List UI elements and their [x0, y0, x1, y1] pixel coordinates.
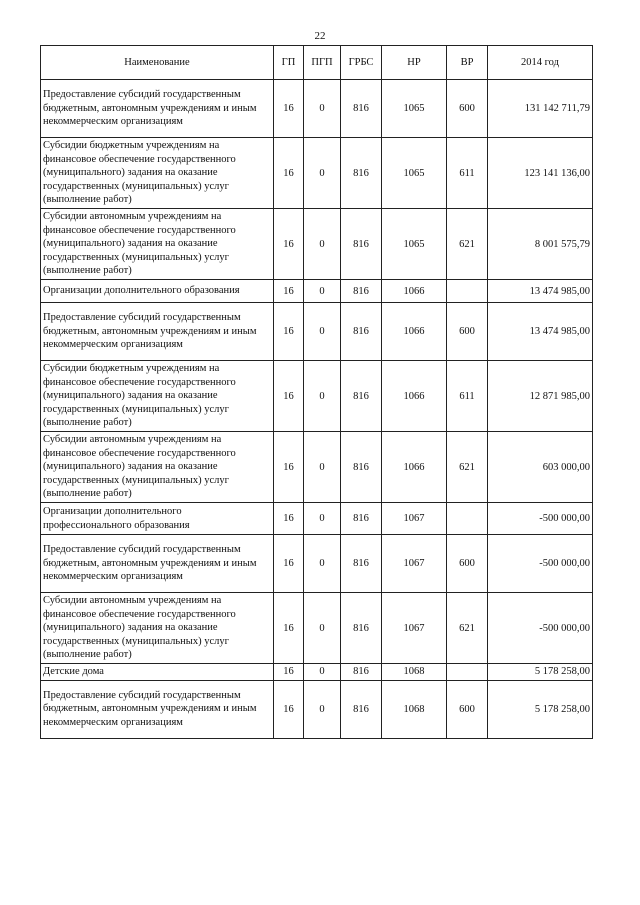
row-gp: 16: [274, 138, 304, 209]
table-row: [41, 664, 593, 681]
row-np: 1066: [382, 361, 447, 432]
row-gp: 16: [274, 80, 304, 138]
row-vr: 600: [447, 303, 488, 361]
row-vr: 600: [447, 80, 488, 138]
row-vr: [447, 503, 488, 535]
row-grbs: 816: [341, 664, 382, 681]
row-np: 1066: [382, 303, 447, 361]
row-grbs: 816: [341, 138, 382, 209]
row-np: 1068: [382, 664, 447, 681]
row-name: Предоставление субсидий государственным бюджетным, автономным учреждениям и иным некоммерческим организациям: [41, 680, 274, 738]
row-vr: 611: [447, 138, 488, 209]
table-row: [41, 209, 593, 280]
row-grbs: 816: [341, 535, 382, 593]
row-pgp: 0: [304, 664, 341, 681]
row-name: Предоставление субсидий государственным бюджетным, автономным учреждениям и иным некоммерческим организациям: [41, 535, 274, 593]
row-grbs: 816: [341, 280, 382, 303]
row-grbs: 816: [341, 593, 382, 664]
table-row: [41, 80, 593, 138]
row-grbs: 816: [341, 303, 382, 361]
row-pgp: 0: [304, 280, 341, 303]
row-amount: 12 871 985,00: [488, 361, 593, 432]
row-np: 1065: [382, 138, 447, 209]
row-vr: 611: [447, 361, 488, 432]
row-gp: 16: [274, 535, 304, 593]
row-vr: [447, 664, 488, 681]
row-amount: -500 000,00: [488, 535, 593, 593]
header-np: НР: [382, 46, 447, 80]
row-pgp: 0: [304, 593, 341, 664]
row-vr: 621: [447, 432, 488, 503]
row-gp: 16: [274, 593, 304, 664]
row-grbs: 816: [341, 680, 382, 738]
row-pgp: 0: [304, 680, 341, 738]
row-gp: 16: [274, 680, 304, 738]
row-np: 1066: [382, 280, 447, 303]
row-name: Субсидии бюджетным учреждениям на финансовое обеспечение государственного (муниципального) задания на оказание государственных (муниципальных) услуг (выполнение работ): [41, 361, 274, 432]
row-gp: 16: [274, 303, 304, 361]
row-grbs: 816: [341, 503, 382, 535]
row-name: Субсидии автономным учреждениям на финансовое обеспечение государственного (муниципального) задания на оказание государственных (муниципальных) услуг (выполнение работ): [41, 593, 274, 664]
row-amount: 5 178 258,00: [488, 664, 593, 681]
table-row: [41, 680, 593, 738]
row-pgp: 0: [304, 209, 341, 280]
table-header-row: [41, 46, 593, 80]
row-gp: 16: [274, 209, 304, 280]
row-pgp: 0: [304, 432, 341, 503]
row-pgp: 0: [304, 503, 341, 535]
row-pgp: 0: [304, 80, 341, 138]
row-np: 1067: [382, 593, 447, 664]
row-amount: 13 474 985,00: [488, 303, 593, 361]
page-number: 22: [314, 30, 326, 42]
row-name: Предоставление субсидий государственным бюджетным, автономным учреждениям и иным некоммерческим организациям: [41, 303, 274, 361]
row-np: 1067: [382, 503, 447, 535]
row-vr: [447, 280, 488, 303]
row-np: 1066: [382, 432, 447, 503]
row-amount: 123 141 136,00: [488, 138, 593, 209]
table-row: [41, 361, 593, 432]
header-amount: 2014 год: [488, 46, 593, 80]
header-gp: ГП: [274, 46, 304, 80]
row-name: Субсидии автономным учреждениям на финансовое обеспечение государственного (муниципального) задания на оказание государственных (муниципальных) услуг (выполнение работ): [41, 209, 274, 280]
row-gp: 16: [274, 503, 304, 535]
row-grbs: 816: [341, 432, 382, 503]
row-name: Субсидии бюджетным учреждениям на финансовое обеспечение государственного (муниципального) задания на оказание государственных (муниципальных) услуг (выполнение работ): [41, 138, 274, 209]
table-row: [41, 432, 593, 503]
table-row: [41, 138, 593, 209]
header-grbs: ГРБС: [341, 46, 382, 80]
row-amount: 603 000,00: [488, 432, 593, 503]
row-amount: 13 474 985,00: [488, 280, 593, 303]
budget-table: [40, 45, 593, 739]
row-name: Организации дополнительного образования: [41, 280, 274, 303]
table-row: [41, 535, 593, 593]
row-np: 1065: [382, 209, 447, 280]
row-amount: 8 001 575,79: [488, 209, 593, 280]
table-row: [41, 593, 593, 664]
row-amount: 131 142 711,79: [488, 80, 593, 138]
table-row: [41, 280, 593, 303]
row-pgp: 0: [304, 361, 341, 432]
row-name: Детские дома: [41, 664, 274, 681]
row-gp: 16: [274, 280, 304, 303]
row-vr: 600: [447, 680, 488, 738]
row-vr: 621: [447, 209, 488, 280]
header-name: Наименование: [41, 46, 274, 80]
row-grbs: 816: [341, 209, 382, 280]
row-gp: 16: [274, 432, 304, 503]
row-name: Предоставление субсидий государственным бюджетным, автономным учреждениям и иным некоммерческим организациям: [41, 80, 274, 138]
row-vr: 621: [447, 593, 488, 664]
row-pgp: 0: [304, 138, 341, 209]
table-row: [41, 303, 593, 361]
row-name: Организации дополнительного профессионального образования: [41, 503, 274, 535]
row-gp: 16: [274, 664, 304, 681]
row-np: 1068: [382, 680, 447, 738]
row-np: 1067: [382, 535, 447, 593]
row-pgp: 0: [304, 535, 341, 593]
row-gp: 16: [274, 361, 304, 432]
row-name: Субсидии автономным учреждениям на финансовое обеспечение государственного (муниципального) задания на оказание государственных (муниципальных) услуг (выполнение работ): [41, 432, 274, 503]
row-amount: 5 178 258,00: [488, 680, 593, 738]
table-row: [41, 503, 593, 535]
row-amount: -500 000,00: [488, 503, 593, 535]
row-grbs: 816: [341, 361, 382, 432]
row-grbs: 816: [341, 80, 382, 138]
header-pgp: ПГП: [304, 46, 341, 80]
row-vr: 600: [447, 535, 488, 593]
row-amount: -500 000,00: [488, 593, 593, 664]
row-pgp: 0: [304, 303, 341, 361]
header-vr: ВР: [447, 46, 488, 80]
row-np: 1065: [382, 80, 447, 138]
